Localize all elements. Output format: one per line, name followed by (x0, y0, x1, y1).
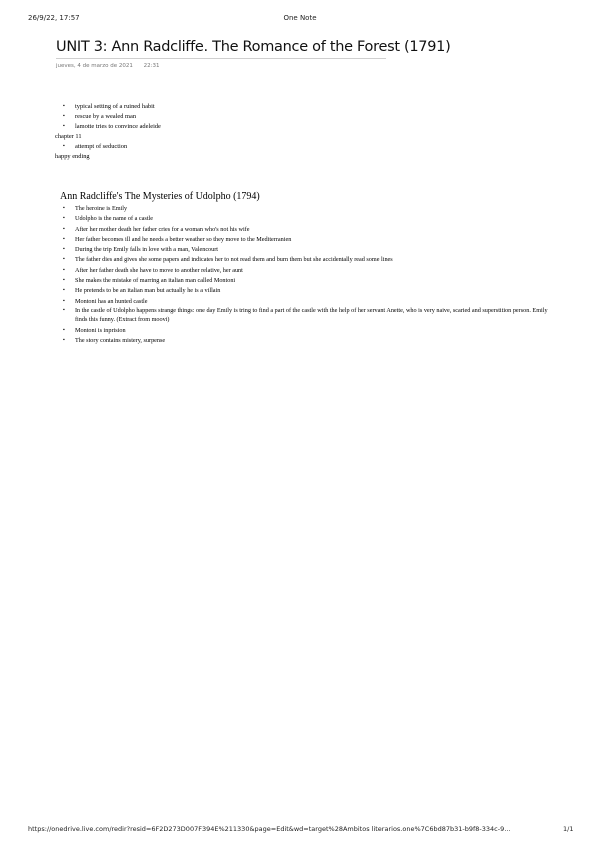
list-item: ▪ Montoni is inprision (55, 326, 555, 336)
list-item: ▪ Her father becomes ill and he needs a better weather so they move to the Mediterranien (55, 235, 555, 245)
list-item: ▪ typical setting of a ruined habit (55, 102, 355, 112)
list-item: ▪ rescue by a wealed man (55, 112, 355, 122)
page-title: UNIT 3: Ann Radcliffe. The Romance of the Forest (1791) (56, 39, 386, 59)
print-page-count: 1/1 (563, 825, 574, 833)
notes-section-romance (55, 102, 355, 162)
page-date: jueves, 4 de marzo de 2021 (56, 63, 133, 69)
list-item: ▪ Udolpho is the name of a castle (55, 214, 555, 224)
list-item: ▪ After her father death she have to move to another relative, her aunt (55, 266, 555, 276)
bullet-list-udolpho (55, 204, 555, 346)
list-item: ▪ He pretends to be an italian man but actually he is a villain (55, 286, 555, 296)
list-item: ▪ After her mother death her father cries for a woman who's not his wife (55, 225, 555, 235)
bullet-list-b (55, 142, 355, 152)
list-item: ▪ The heroine is Emily (55, 204, 555, 214)
print-footer-url: https://onedrive.live.com/redir?resid=6F2D273D007F394E%211330&page=Edit&wd=target%28Ambitos literarios.one%7C6bd87b31-b9f8-334c-9… (28, 825, 511, 833)
list-item: ▪ attempt of seduction (55, 142, 355, 152)
notes-section-udolpho (55, 204, 555, 346)
list-item: ▪ In the castle of Udolpho happens strange things: one day Emily is tring to find a part of the castle with the help of her servant Anette, who is very naive, scaried and superstition person. Emily finds this funny. (Extract from moovi) (55, 307, 555, 326)
print-datetime: 26/9/22, 17:57 (28, 14, 80, 22)
list-item: ▪ lamotte tries to convince adeleide (55, 122, 355, 132)
list-item: ▪ The story contains mistery, surpense (55, 336, 555, 346)
chapter-label: chapter 11 (55, 133, 82, 140)
list-item: ▪ Montoni has an hunted castle (55, 297, 555, 307)
list-item: ▪ She makes the mistake of marring an italian man called Montoni (55, 276, 555, 286)
page-dateline (56, 63, 169, 69)
list-item: ▪ The father dies and gives she some papers and indicates her to not read them and burn them but she accidentally read some lines (55, 255, 555, 265)
section-heading-udolpho: Ann Radcliffe's The Mysteries of Udolpho (1794) (60, 191, 260, 202)
ending-label: happy ending (55, 153, 90, 160)
bullet-list-a (55, 102, 355, 132)
page-time: 22:31 (143, 63, 160, 69)
print-app-name: One Note (283, 14, 317, 22)
list-item: ▪ During the trip Emily falls in love with a man, Valencourt (55, 245, 555, 255)
